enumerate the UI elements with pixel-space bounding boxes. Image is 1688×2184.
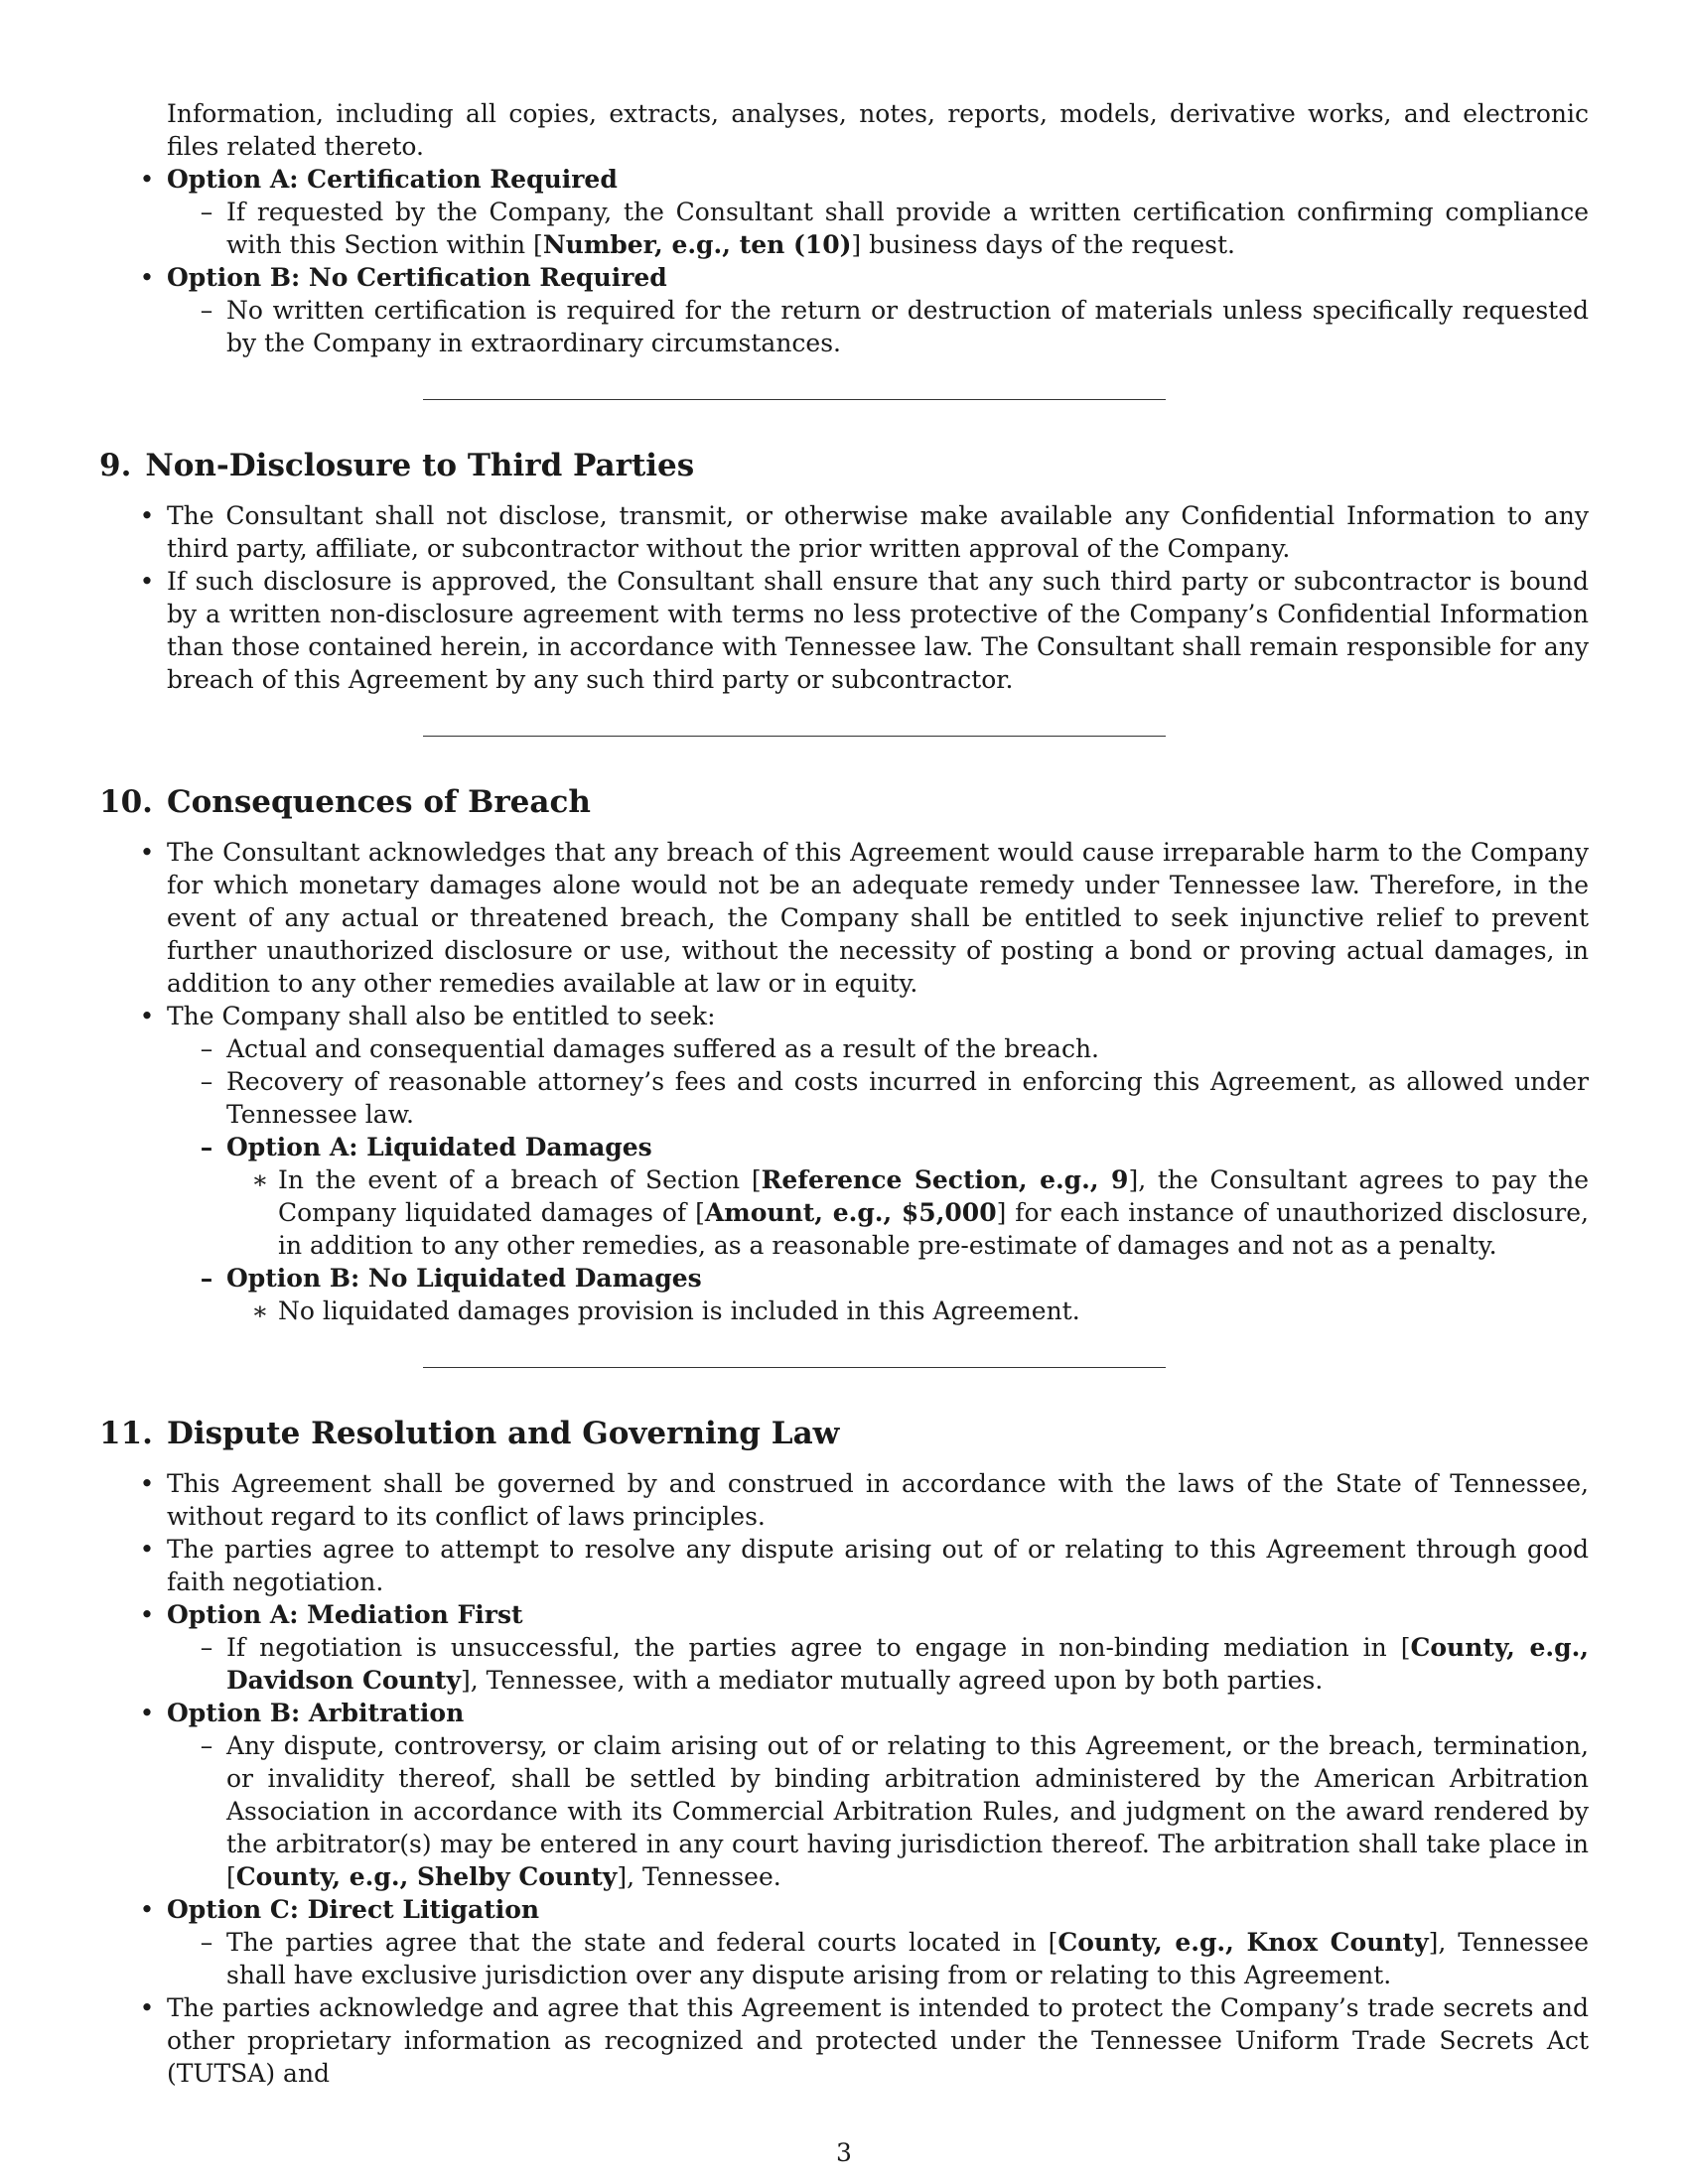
sub-list-item: – Any dispute, controversy, or claim arising out of or relating to this Agreement, or the breach, termination, or invalidity thereof, shall be settled by binding arbitration administered by the American Arbitration Association in accordance with its Commercial Arbitration Rules, and judgment on the award rendered by the arbitrator(s) may be entered in any court having jurisdiction thereof. The arbitration shall take place in [County, e.g., Shelby County], Tennessee. [99,1729,1589,1893]
dash-marker: – [200,198,213,226]
section-divider [423,399,1166,400]
list-item: • The Consultant acknowledges that any breach of this Agreement would cause irreparable harm to the Company for which monetary damages alone would not be an adequate remedy under Tennessee law. Therefore, in the event of any actual or threatened breach, the Company shall be entitled to seek injunctive relief to prevent further unauthorized disclosure or use, without the necessity of posting a bond or proving actual damages, in addition to any other remedies available at law or in equity. [99,836,1589,1000]
list-item: • The Consultant shall not disclose, transmit, or otherwise make available any Confidential Information to any third party, affiliate, or subcontractor without the prior written approval of the Company. [99,499,1589,565]
section-divider [423,736,1166,737]
bullet-marker: • [139,567,155,596]
option-title: Option A: Mediation First [167,1600,523,1629]
sub-sub-list-item: ∗ No liquidated damages provision is included in this Agreement. [99,1295,1589,1327]
dash-marker: – [200,1067,213,1096]
star-marker: ∗ [251,1165,269,1194]
list-item: • The parties acknowledge and agree that this Agreement is intended to protect the Company’s trade secrets and other proprietary information as recognized and protected under the Tennessee Uniform Trade Secrets Act (TUTSA) and [99,1991,1589,2090]
bullet-marker: • [139,1895,155,1924]
bullet-marker: • [139,1600,155,1629]
list-item: • If such disclosure is approved, the Consultant shall ensure that any such third party or subcontractor is bound by a written non-disclosure agreement with terms no less protective of the Company’s Confidential Information than those contained herein, in accordance with Tennessee law. The Consultant shall remain responsible for any breach of this Agreement by any such third party or subcontractor. [99,565,1589,696]
sub-list-item [99,1131,1589,1163]
sub-list-item: – If negotiation is unsuccessful, the parties agree to engage in non-binding mediation in [County, e.g., Davidson County], Tennessee, with a mediator mutually agreed upon by both parties. [99,1631,1589,1697]
sub-sub-list-item: ∗ In the event of a breach of Section [Reference Section, e.g., 9], the Consultant agrees to pay the Company liquidated damages of [Amount, e.g., $5,000] for each instance of unauthorized disclosure, in addition to any other remedies, as a reasonable pre-estimate of damages and not as a penalty. [99,1163,1589,1262]
sub-list-item [99,1262,1589,1295]
sub-list-item: – No written certification is required for the return or destruction of materials unless specifically requested by the Company in extraordinary circumstances. [99,294,1589,359]
placeholder-field: County, e.g., Knox County [1057,1928,1429,1957]
option-title: Option A: Certification Required [167,165,618,194]
option-title: Option B: No Certification Required [167,263,667,292]
page-number: 3 [836,2138,852,2167]
section-heading: 11. Dispute Resolution and Governing Law [99,1416,840,1451]
bullet-marker: • [139,1993,155,2022]
placeholder-field: Reference Section, e.g., 9 [761,1165,1129,1194]
placeholder-field: Number, e.g., ten (10) [542,230,852,259]
list-item [99,163,1589,196]
section-divider [423,1367,1166,1368]
dash-marker: – [200,1034,213,1063]
sub-list-item: – If requested by the Company, the Consultant shall provide a written certification confirming compliance with this Section within [Number, e.g., ten (10)] business days of the request. [99,196,1589,261]
dash-marker: – [200,296,213,325]
list-item [99,1697,1589,1729]
option-title: Option A: Liquidated Damages [226,1133,652,1161]
section-heading: 9. Non-Disclosure to Third Parties [99,448,695,483]
bullet-marker: • [139,165,155,194]
bullet-marker: • [139,1535,155,1564]
section-heading: 10. Consequences of Breach [99,784,591,820]
bullet-marker: • [139,263,155,292]
bullet-marker: • [139,1002,155,1030]
list-item: • This Agreement shall be governed by and construed in accordance with the laws of the State of Tennessee, without regard to its conflict of laws principles. [99,1467,1589,1533]
sub-list-item: – The parties agree that the state and federal courts located in [County, e.g., Knox County], Tennessee shall have exclusive jurisdiction over any dispute arising from or relating to this Agreement. [99,1926,1589,1991]
placeholder-field: County, e.g., Shelby County [235,1862,618,1891]
continuation-paragraph: Information, including all copies, extracts, analyses, notes, reports, models, derivative works, and electronic files related thereto. [167,99,1589,161]
option-title: Option B: Arbitration [167,1699,465,1727]
dash-marker: – [200,1928,213,1957]
list-item [99,1893,1589,1926]
option-title: Option C: Direct Litigation [167,1895,540,1924]
bullet-marker: • [139,1469,155,1498]
option-title: Option B: No Liquidated Damages [226,1264,702,1293]
page-content [99,97,1589,2090]
placeholder-field: County, e.g., Davidson County [226,1633,1589,1695]
dash-marker: – [200,1731,213,1760]
bullet-marker: • [139,1699,155,1727]
bullet-marker: • [139,501,155,530]
star-marker: ∗ [251,1297,269,1325]
list-item: • The parties agree to attempt to resolve any dispute arising out of or relating to this Agreement through good faith negotiation. [99,1533,1589,1598]
list-item: • The Company shall also be entitled to seek: [99,1000,1589,1032]
list-item [99,1598,1589,1631]
sub-list-item: – Recovery of reasonable attorney’s fees and costs incurred in enforcing this Agreement, as allowed under Tennessee law. [99,1065,1589,1131]
dash-marker: – [200,1633,213,1662]
dash-marker: – [200,1264,213,1293]
bullet-marker: • [139,838,155,867]
dash-marker: – [200,1133,213,1161]
sub-list-item: – Actual and consequential damages suffered as a result of the breach. [99,1032,1589,1065]
list-item [99,261,1589,294]
placeholder-field: Amount, e.g., $5,000 [704,1198,997,1227]
